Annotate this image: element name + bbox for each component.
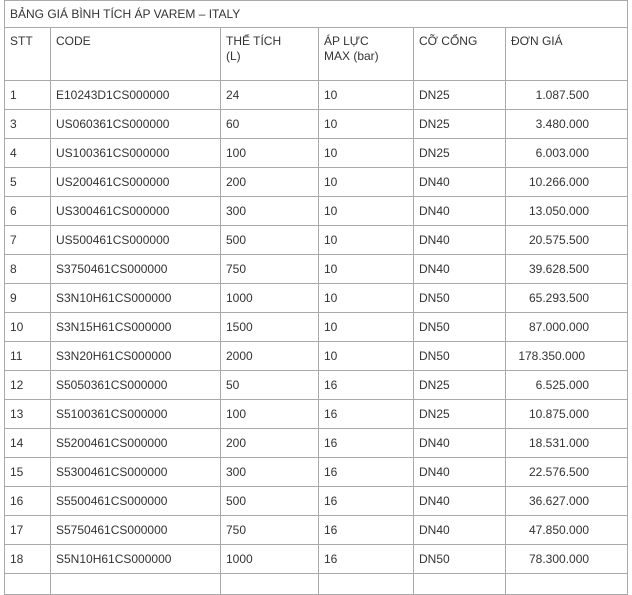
cell-volume: 200 xyxy=(221,429,319,458)
cell-price: 65.293.500 xyxy=(506,284,628,313)
cell-port: DN40 xyxy=(414,255,506,284)
cell-stt: 12 xyxy=(5,371,51,400)
cell-code: US200461CS000000 xyxy=(51,168,221,197)
cell-port: DN25 xyxy=(414,110,506,139)
cell-code: S5200461CS000000 xyxy=(51,429,221,458)
cell-stt: 16 xyxy=(5,487,51,516)
cell-price: 47.850.000 xyxy=(506,516,628,545)
cell-port: DN40 xyxy=(414,516,506,545)
cell-pressure: 16 xyxy=(319,458,414,487)
table-title-row xyxy=(5,1,628,28)
cell-volume: 1000 xyxy=(221,545,319,574)
cell-port: DN25 xyxy=(414,371,506,400)
cell-price: 36.627.000 xyxy=(506,487,628,516)
table-row xyxy=(5,371,628,400)
cell-pressure: 10 xyxy=(319,226,414,255)
table-row xyxy=(5,226,628,255)
cell-volume: 60 xyxy=(221,110,319,139)
table-title: BẢNG GIÁ BÌNH TÍCH ÁP VAREM – ITALY xyxy=(5,1,628,28)
cell-volume: 750 xyxy=(221,255,319,284)
cell-volume: 2000 xyxy=(221,342,319,371)
table-row xyxy=(5,429,628,458)
cell-volume: 100 xyxy=(221,400,319,429)
cell-stt: 1 xyxy=(5,81,51,110)
cell-port: DN40 xyxy=(414,458,506,487)
cell-price: 20.575.500 xyxy=(506,226,628,255)
cell-code: S5750461CS000000 xyxy=(51,516,221,545)
cell-price: 39.628.500 xyxy=(506,255,628,284)
header-code: CODE xyxy=(51,28,221,81)
table-row xyxy=(5,139,628,168)
cell-volume: 750 xyxy=(221,516,319,545)
cell-volume: 300 xyxy=(221,458,319,487)
table-row xyxy=(5,400,628,429)
table-header-row xyxy=(5,28,628,81)
cell-pressure: 16 xyxy=(319,516,414,545)
cell-port: DN40 xyxy=(414,197,506,226)
cell-price: 18.531.000 xyxy=(506,429,628,458)
header-port: CỠ CỔNG xyxy=(414,28,506,81)
cell-port: DN50 xyxy=(414,313,506,342)
cell-stt: 14 xyxy=(5,429,51,458)
cell-code: S3N15H61CS000000 xyxy=(51,313,221,342)
cell-stt: 4 xyxy=(5,139,51,168)
header-pressure xyxy=(319,28,414,81)
table-row xyxy=(5,284,628,313)
cell-code: E10243D1CS000000 xyxy=(51,81,221,110)
table-row-partial xyxy=(5,574,628,595)
cell-port: DN25 xyxy=(414,139,506,168)
cell-code: S3N20H61CS000000 xyxy=(51,342,221,371)
cell-stt: 7 xyxy=(5,226,51,255)
cell-price: 6.003.000 xyxy=(506,139,628,168)
cell-port: DN50 xyxy=(414,284,506,313)
cell-price: 10.266.000 xyxy=(506,168,628,197)
cell-pressure: 16 xyxy=(319,400,414,429)
cell-stt: 13 xyxy=(5,400,51,429)
cell-empty xyxy=(319,574,414,595)
cell-pressure: 10 xyxy=(319,168,414,197)
cell-port: DN25 xyxy=(414,81,506,110)
cell-volume: 24 xyxy=(221,81,319,110)
cell-empty xyxy=(414,574,506,595)
cell-code: US500461CS000000 xyxy=(51,226,221,255)
cell-port: DN50 xyxy=(414,342,506,371)
cell-pressure: 10 xyxy=(319,342,414,371)
cell-volume: 500 xyxy=(221,487,319,516)
cell-pressure: 16 xyxy=(319,545,414,574)
header-volume-line1: THỂ TÍCH xyxy=(226,34,282,48)
cell-code: S3750461CS000000 xyxy=(51,255,221,284)
cell-port: DN40 xyxy=(414,487,506,516)
cell-volume: 100 xyxy=(221,139,319,168)
cell-volume: 300 xyxy=(221,197,319,226)
cell-stt: 8 xyxy=(5,255,51,284)
cell-volume: 500 xyxy=(221,226,319,255)
cell-volume: 1500 xyxy=(221,313,319,342)
cell-price: 3.480.000 xyxy=(506,110,628,139)
cell-code: S5100361CS000000 xyxy=(51,400,221,429)
cell-code: S5500461CS000000 xyxy=(51,487,221,516)
table-row xyxy=(5,197,628,226)
cell-stt: 6 xyxy=(5,197,51,226)
price-table-container xyxy=(4,0,627,595)
cell-pressure: 10 xyxy=(319,255,414,284)
cell-stt: 18 xyxy=(5,545,51,574)
cell-empty xyxy=(5,574,51,595)
cell-stt: 10 xyxy=(5,313,51,342)
cell-price: 22.576.500 xyxy=(506,458,628,487)
cell-stt: 9 xyxy=(5,284,51,313)
table-row xyxy=(5,168,628,197)
table-row xyxy=(5,342,628,371)
table-row xyxy=(5,458,628,487)
cell-pressure: 10 xyxy=(319,81,414,110)
cell-port: DN40 xyxy=(414,226,506,255)
header-price: ĐƠN GIÁ xyxy=(506,28,628,81)
cell-pressure: 10 xyxy=(319,284,414,313)
cell-empty xyxy=(221,574,319,595)
cell-port: DN40 xyxy=(414,429,506,458)
header-stt: STT xyxy=(5,28,51,81)
cell-code: US060361CS000000 xyxy=(51,110,221,139)
header-volume-line2: (L) xyxy=(226,49,241,63)
cell-volume: 200 xyxy=(221,168,319,197)
cell-price: 13.050.000 xyxy=(506,197,628,226)
cell-empty xyxy=(51,574,221,595)
cell-port: DN50 xyxy=(414,545,506,574)
header-volume xyxy=(221,28,319,81)
cell-volume: 50 xyxy=(221,371,319,400)
cell-code: S5050361CS000000 xyxy=(51,371,221,400)
cell-pressure: 16 xyxy=(319,429,414,458)
cell-price: 1.087.500 xyxy=(506,81,628,110)
cell-stt: 3 xyxy=(5,110,51,139)
table-row xyxy=(5,487,628,516)
cell-code: S5300461CS000000 xyxy=(51,458,221,487)
cell-pressure: 16 xyxy=(319,487,414,516)
cell-port: DN25 xyxy=(414,400,506,429)
cell-stt: 11 xyxy=(5,342,51,371)
cell-port: DN40 xyxy=(414,168,506,197)
table-row xyxy=(5,81,628,110)
cell-price: 87.000.000 xyxy=(506,313,628,342)
cell-code: S3N10H61CS000000 xyxy=(51,284,221,313)
table-row xyxy=(5,255,628,284)
price-table xyxy=(4,0,628,595)
cell-price: 178.350.000 xyxy=(506,342,628,371)
table-row xyxy=(5,516,628,545)
cell-pressure: 10 xyxy=(319,197,414,226)
cell-price: 6.525.000 xyxy=(506,371,628,400)
cell-empty xyxy=(506,574,628,595)
cell-stt: 5 xyxy=(5,168,51,197)
cell-code: US100361CS000000 xyxy=(51,139,221,168)
cell-pressure: 10 xyxy=(319,110,414,139)
cell-price: 10.875.000 xyxy=(506,400,628,429)
table-row xyxy=(5,545,628,574)
cell-pressure: 10 xyxy=(319,139,414,168)
cell-pressure: 10 xyxy=(319,313,414,342)
cell-stt: 15 xyxy=(5,458,51,487)
cell-stt: 17 xyxy=(5,516,51,545)
cell-volume: 1000 xyxy=(221,284,319,313)
cell-pressure: 16 xyxy=(319,371,414,400)
header-pressure-line2: MAX (bar) xyxy=(324,49,379,63)
table-row xyxy=(5,110,628,139)
table-row xyxy=(5,313,628,342)
header-pressure-line1: ÁP LỰC xyxy=(324,34,369,48)
cell-code: US300461CS000000 xyxy=(51,197,221,226)
cell-price: 78.300.000 xyxy=(506,545,628,574)
cell-code: S5N10H61CS000000 xyxy=(51,545,221,574)
